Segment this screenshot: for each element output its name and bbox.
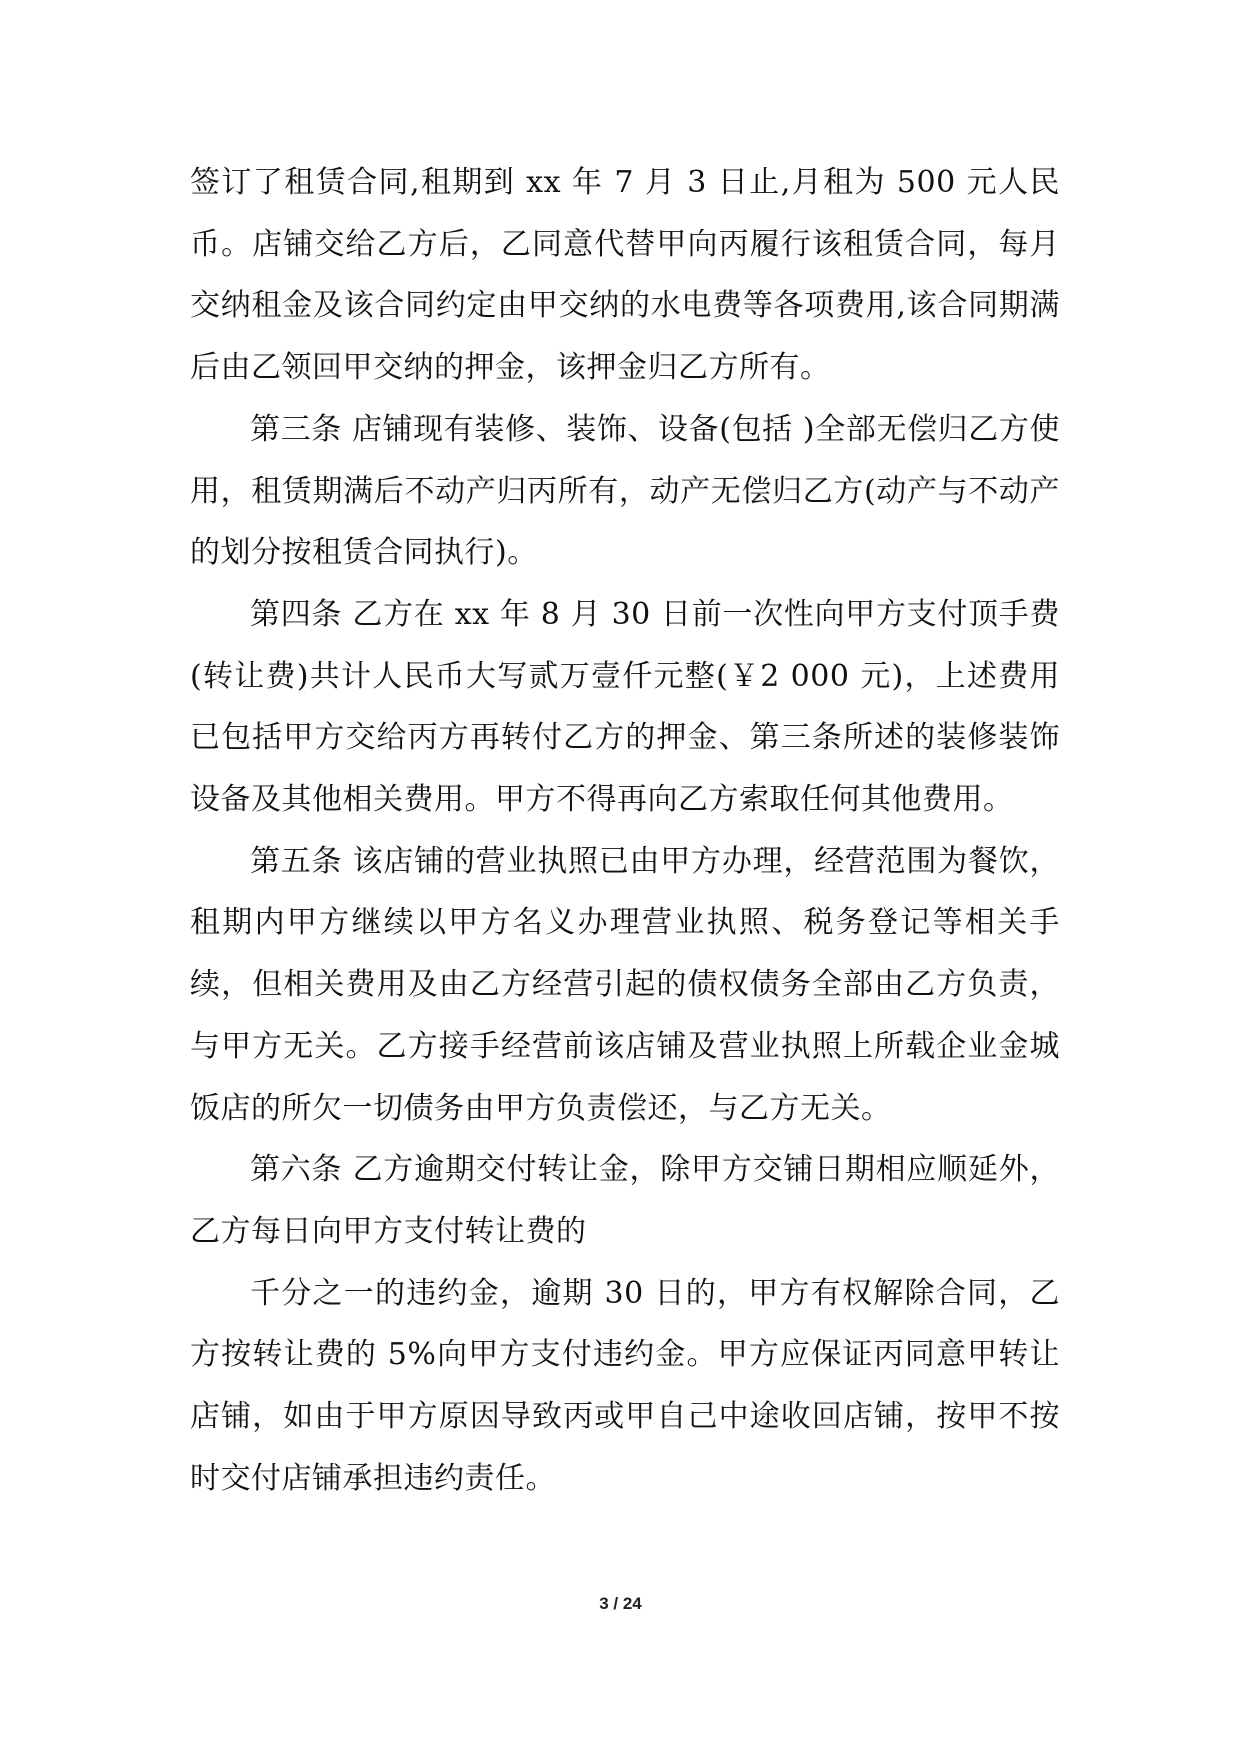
article-3-paragraph: 第三条 店铺现有装修、装饰、设备(包括 )全部无偿归乙方使用，租赁期满后不动产归丙所有，动产无偿归乙方(动产与不动产的划分按租赁合同执行)。 xyxy=(190,411,1060,571)
paragraph-1: 签订了租赁合同,租期到 xx 年 7 月 3 日止,月租为 500 元人民币。店铺交给乙方后，乙同意代替甲向丙履行该租赁合同，每月交纳租金及该合同约定由甲交纳的水电费等各项费用,该合同期满后由乙领回甲交纳的押金，该押金归乙方所有。 xyxy=(190,165,1060,386)
article-6-continuation-paragraph: 千分之一的违约金，逾期 30 日的，甲方有权解除合同，乙方按转让费的 5%向甲方支付违约金。甲方应保证丙同意甲转让店铺，如由于甲方原因导致丙或甲自己中途收回店铺，按甲不按时交付店铺承担违约责任。 xyxy=(190,1275,1060,1496)
article-6-paragraph: 第六条 乙方逾期交付转让金，除甲方交铺日期相应顺延外，乙方每日向甲方支付转让费的 xyxy=(190,1152,1060,1249)
article-4-paragraph: 第四条 乙方在 xx 年 8 月 30 日前一次性向甲方支付顶手费(转让费)共计人民币大写贰万壹仟元整(￥2 000 元)，上述费用已包括甲方交给丙方再转付乙方的押金、第三条所述的装修装饰设备及其他相关费用。甲方不得再向乙方索取任何其他费用。 xyxy=(190,596,1060,818)
page-number: 3 / 24 xyxy=(599,1594,642,1613)
article-5-paragraph: 第五条 该店铺的营业执照已由甲方办理，经营范围为餐饮，租期内甲方继续以甲方名义办理营业执照、税务登记等相关手续，但相关费用及由乙方经营引起的债权债务全部由乙方负责，与甲方无关。乙方接手经营前该店铺及营业执照上所载企业金城饭店的所欠一切债务由甲方负责偿还，与乙方无关。 xyxy=(190,843,1060,1126)
document-body xyxy=(190,152,1060,1509)
